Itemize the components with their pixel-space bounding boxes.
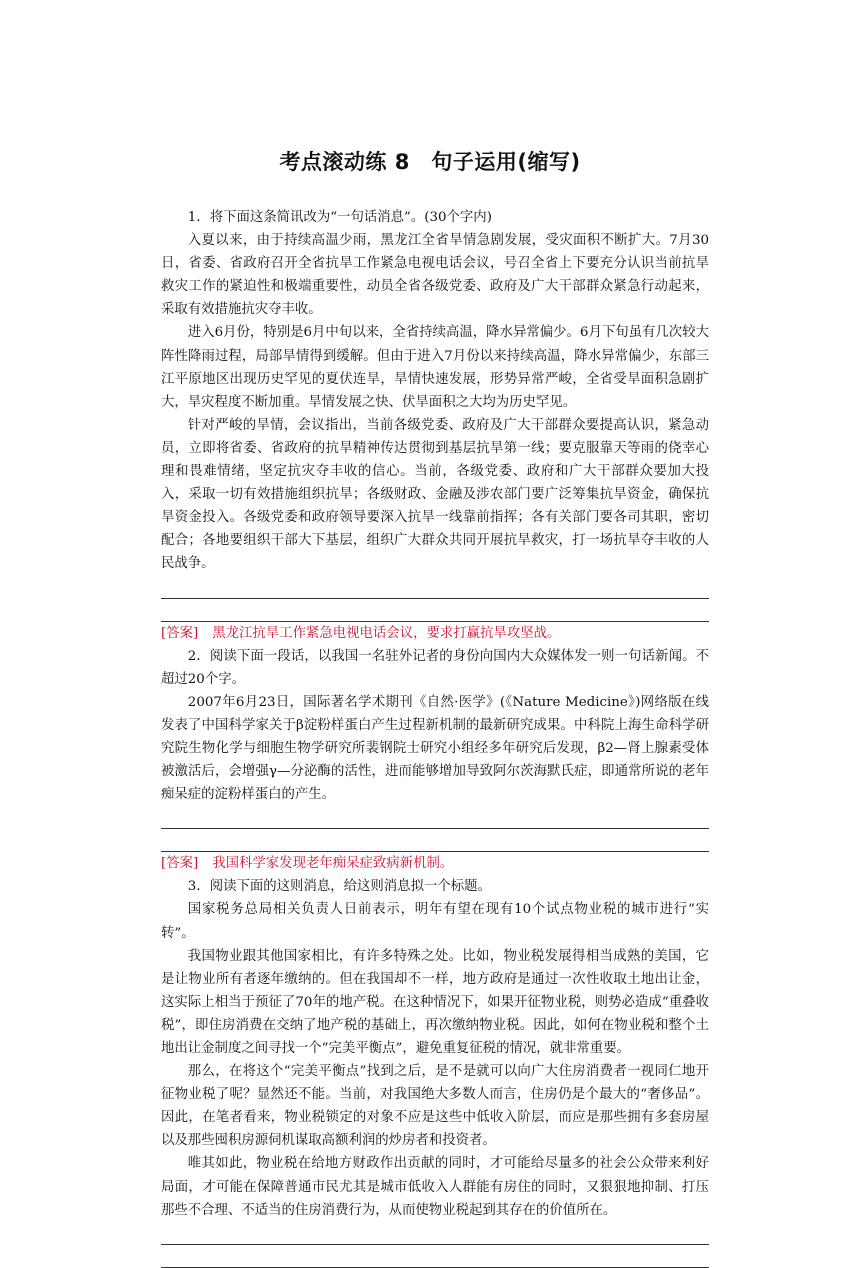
q3-paragraph-2: 我国物业跟其他国家相比，有许多特殊之处。比如，物业税发展得相当成熟的美国，它是让物业所有者逐年缴纳的。但在我国却不一样，地方政府是通过一次性收取土地出让金，这实际上相当于预征了70年的地产税。在这种情况下，如果开征物业税，则势必造成“重叠收税”，即住房消费在交纳了地产税的基础上，再次缴纳物业税。因此，如何在物业税和整个土地出让金制度之间寻找一个“完美平衡点”，避免重复征税的情况，就非常重要。 <box>161 948 709 1056</box>
answer-line[interactable] <box>161 576 709 599</box>
q3-paragraph-1: 国家税务总局相关负责人日前表示，明年有望在现有10个试点物业税的城市进行“实转”。 <box>161 902 709 941</box>
answer-line[interactable] <box>161 1245 709 1268</box>
q2-paragraph-1: 2007年6月23日，国际著名学术期刊《自然·医学》(《Nature Medicine》)网络版在线发表了中国科学家关于β淀粉样蛋白产生过程新机制的最新研究成果。中科院上海生命科学研究院生物化学与细胞生物学研究所裴钢院士研究小组经多年研究后发现，β2—肾上腺素受体被激活后，会增强γ—分泌酶的活性，进而能够增加导致阿尔茨海默氏症，即通常所说的老年痴呆症的淀粉样蛋白的产生。 <box>161 694 709 803</box>
answer-line[interactable] <box>161 829 709 852</box>
q1-paragraph-3: 针对严峻的旱情，会议指出，当前各级党委、政府及广大干部群众要提高认识，紧急动员，立即将省委、省政府的抗旱精神传达贯彻到基层抗旱第一线；要克服靠天等雨的侥幸心理和畏难情绪，坚定抗灾夺丰收的信心。当前，各级党委、政府和广大干部群众要加大投入，采取一切有效措施组织抗旱；各级财政、金融及涉农部门要广泛筹集抗旱资金，确保抗旱资金投入。各级党委和政府领导要深入抗旱一线靠前指挥；各有关部门要各司其职，密切配合；各地要组织干部大下基层，组织广大群众共同开展抗旱救灾，打一场抗旱夺丰收的人民战争。 <box>161 417 709 572</box>
q1-paragraph-1: 入夏以来，由于持续高温少雨，黑龙江全省旱情急剧发展，受灾面积不断扩大。7月30日，省委、省政府召开全省抗旱工作紧急电视电话会议，号召全省上下要充分认识当前抗旱救灾工作的紧迫性和极端重要性，动员全省各级党委、政府及广大干部群众紧急行动起来，采取有效措施抗灾夺丰收。 <box>161 233 709 318</box>
q3-paragraph-3: 那么，在将这个“完美平衡点”找到之后，是不是就可以向广大住房消费者一视同仁地开征物业税了呢？显然还不能。当前，对我国绝大多数人而言，住房仍是个最大的“奢侈品”。因此，在笔者看来，物业税锁定的对象不应是这些中低收入阶层，而应是那些拥有多套房屋以及那些囤积房源伺机谋取高额利润的炒房者和投资者。 <box>161 1064 709 1149</box>
answer-line[interactable] <box>161 599 709 622</box>
answer-tag: [答案] <box>161 625 199 641</box>
q1-paragraph-2: 进入6月份，特别是6月中旬以来，全省持续高温，降水异常偏少。6月下旬虽有几次较大阵性降雨过程，局部旱情得到缓解。但由于进入7月份以来持续高温，降水异常偏少，东部三江平原地区出现历史罕见的夏伏连旱，旱情快速发展，形势异常严峻，全省受旱面积急剧扩大，旱灾程度不断加重。旱情发展之快、伏旱面积之大均为历史罕见。 <box>161 325 709 410</box>
worksheet-content <box>161 206 709 1268</box>
q2-answer <box>161 852 709 875</box>
question-1: 1．将下面这条简讯改为“一句话消息”。(30个字内) <box>187 210 492 225</box>
question-3: 3．阅读下面的这则消息，给这则消息拟一个标题。 <box>187 879 491 895</box>
answer-tag: [答案] <box>161 856 199 872</box>
q1-answer <box>161 622 709 645</box>
q3-paragraph-4: 唯其如此，物业税在给地方财政作出贡献的同时，才可能给尽量多的社会公众带来利好局面，才可能在保障普通市民尤其是城市低收入人群能有房住的同时，又狠狠地抑制、打压那些不合理、不适当的住房消费行为，从而使物业税起到其存在的价值所在。 <box>161 1156 709 1218</box>
answer-line[interactable] <box>161 806 709 829</box>
page-title: 考点滚动练 8 句子运用(缩写) <box>279 150 581 174</box>
answer-text: 黑龙江抗旱工作紧急电视电话会议，要求打赢抗旱攻坚战。 <box>212 625 561 641</box>
answer-text: 我国科学家发现老年痴呆症致病新机制。 <box>212 856 454 872</box>
answer-line[interactable] <box>161 1222 709 1245</box>
question-2: 2．阅读下面一段话，以我国一名驻外记者的身份向国内大众媒体发一则一句话新闻。不超过20个字。 <box>161 648 709 687</box>
